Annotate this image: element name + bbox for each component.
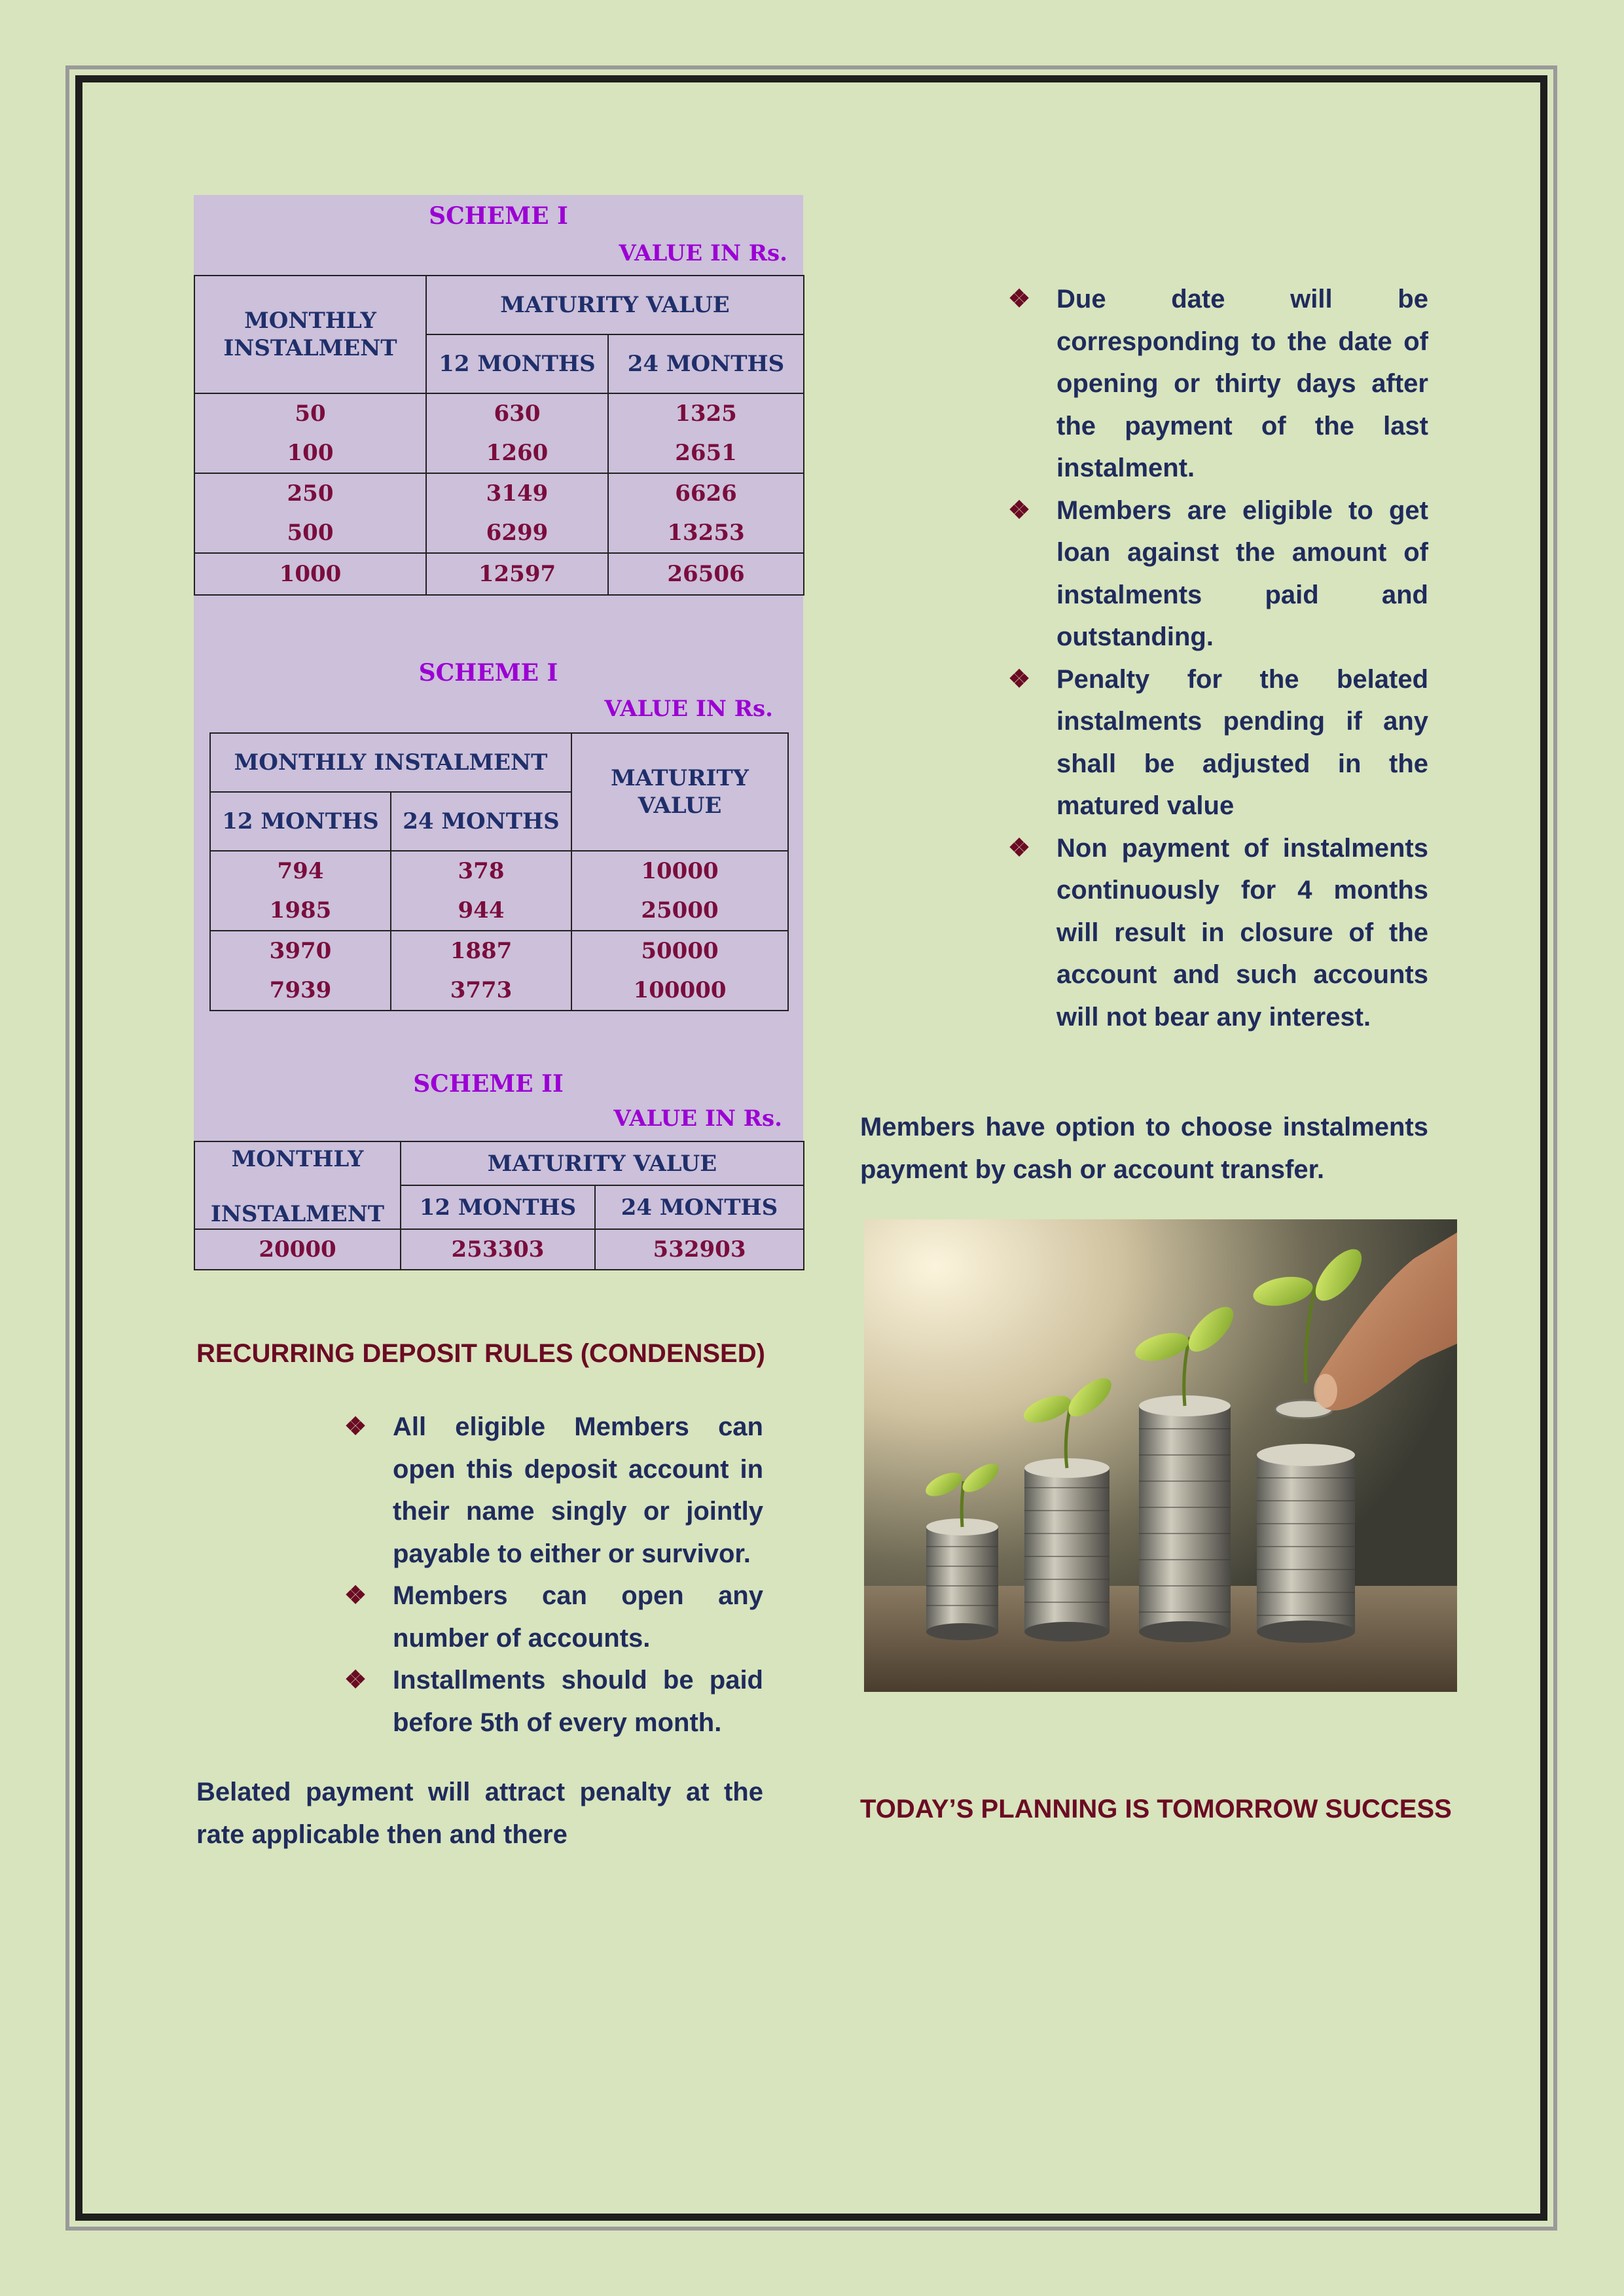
list-item-text: Due date will be corresponding to the date of opening or thirty days after the payment of the last instalment. bbox=[1056, 285, 1428, 482]
list-item bbox=[1008, 827, 1428, 1039]
list-item bbox=[1008, 490, 1428, 658]
table-cell: 944 bbox=[458, 897, 505, 924]
payment-note: Members have option to choose instalments payment by cash or account transfer. bbox=[860, 1113, 1428, 1184]
list-item-text: Non payment of instalments continuously for 4 months will result in closure of the account and such accounts will not bear any interest. bbox=[1056, 833, 1428, 1031]
table-cell: 794 bbox=[277, 858, 324, 884]
table-row bbox=[210, 931, 788, 1011]
table-cell: 50000 bbox=[641, 938, 719, 964]
table-row bbox=[194, 1229, 804, 1270]
list-item-text: Penalty for the belated instalments pending if any shall be adjusted in the matured value bbox=[1056, 664, 1428, 820]
scheme-a-table bbox=[194, 275, 804, 596]
rules-list bbox=[344, 1406, 763, 1744]
table-row bbox=[210, 851, 788, 931]
scheme-c-head-monthly bbox=[194, 1141, 401, 1229]
scheme-a-head-12m: 12 MONTHS bbox=[426, 334, 608, 393]
list-item-text: Installments should be paid before 5th of every month. bbox=[393, 1666, 763, 1737]
table-cell: 100000 bbox=[633, 977, 727, 1003]
list-item bbox=[1008, 658, 1428, 827]
scheme-b-head-monthly: MONTHLY INSTALMENT bbox=[210, 733, 571, 792]
diamond-bullet-icon: ❖ bbox=[1008, 285, 1031, 313]
scheme-c-head-24m: 24 MONTHS bbox=[595, 1185, 804, 1229]
scheme-c-head-maturity: MATURITY VALUE bbox=[401, 1141, 804, 1185]
table-row bbox=[194, 553, 804, 595]
table-cell: 250 bbox=[287, 480, 334, 507]
table-cell: 3970 bbox=[269, 938, 332, 964]
table-cell: 13253 bbox=[667, 520, 745, 546]
table-cell: 26506 bbox=[608, 553, 804, 595]
table-cell: 7939 bbox=[269, 977, 332, 1003]
right-rules-list bbox=[1008, 278, 1428, 1038]
scheme-b-title: SCHEME I bbox=[418, 659, 558, 687]
list-item-text: Members are eligible to get loan against the amount of instalments paid and outstanding. bbox=[1056, 495, 1428, 651]
table-cell: 10000 bbox=[641, 858, 719, 884]
table-cell: 1887 bbox=[450, 938, 513, 964]
diamond-bullet-icon: ❖ bbox=[1008, 834, 1031, 862]
table-cell: 378 bbox=[458, 858, 505, 884]
penalty-note: Belated payment will attract penalty at the rate applicable then and there bbox=[196, 1778, 763, 1849]
diamond-bullet-icon: ❖ bbox=[344, 1582, 367, 1609]
scheme-c-head-12m: 12 MONTHS bbox=[401, 1185, 595, 1229]
table-cell: 1000 bbox=[194, 553, 426, 595]
table-row bbox=[194, 393, 804, 473]
scheme-a-subtitle: VALUE IN Rs. bbox=[619, 240, 787, 266]
table-cell: 3149 bbox=[486, 480, 549, 507]
scheme-c-title: SCHEME II bbox=[413, 1070, 564, 1098]
table-cell: 6299 bbox=[486, 520, 549, 546]
scheme-a-head-24m: 24 MONTHS bbox=[608, 334, 804, 393]
list-item bbox=[344, 1659, 763, 1744]
table-cell: 100 bbox=[287, 440, 334, 466]
table-cell: 3773 bbox=[450, 977, 513, 1003]
scheme-b-head-24m: 24 MONTHS bbox=[391, 792, 571, 851]
diamond-bullet-icon: ❖ bbox=[344, 1666, 367, 1694]
scheme-a-head-monthly: MONTHLY INSTALMENT bbox=[194, 276, 426, 393]
table-row bbox=[194, 473, 804, 553]
scheme-c-head-monthly-1: MONTHLY bbox=[231, 1146, 364, 1172]
table-cell: 20000 bbox=[194, 1229, 401, 1270]
scheme-c-head-monthly-2: INSTALMENT bbox=[210, 1201, 385, 1227]
list-item bbox=[344, 1575, 763, 1659]
rules-heading: RECURRING DEPOSIT RULES (CONDENSED) bbox=[196, 1339, 765, 1368]
list-item bbox=[1008, 278, 1428, 490]
table-cell: 6626 bbox=[675, 480, 737, 507]
table-cell: 500 bbox=[287, 520, 334, 546]
scheme-b-subtitle: VALUE IN Rs. bbox=[604, 696, 773, 722]
scheme-a-title: SCHEME I bbox=[429, 202, 568, 230]
scheme-c-subtitle: VALUE IN Rs. bbox=[613, 1105, 782, 1132]
table-cell: 253303 bbox=[401, 1229, 595, 1270]
table-cell: 2651 bbox=[675, 440, 737, 466]
table-cell: 1260 bbox=[486, 440, 549, 466]
scheme-a-head-maturity: MATURITY VALUE bbox=[426, 276, 804, 334]
schemes-panel bbox=[194, 195, 803, 1270]
slogan: TODAY’S PLANNING IS TOMORROW SUCCESS bbox=[860, 1795, 1452, 1823]
diamond-bullet-icon: ❖ bbox=[344, 1413, 367, 1441]
scheme-b-table bbox=[209, 732, 789, 1011]
list-item-text: Members can open any number of accounts. bbox=[393, 1581, 763, 1653]
table-cell: 532903 bbox=[595, 1229, 804, 1270]
coins-plants-image bbox=[864, 1219, 1457, 1692]
table-cell: 25000 bbox=[641, 897, 719, 924]
table-cell: 50 bbox=[295, 401, 326, 427]
table-cell: 1325 bbox=[675, 401, 737, 427]
diamond-bullet-icon: ❖ bbox=[1008, 496, 1031, 524]
diamond-bullet-icon: ❖ bbox=[1008, 665, 1031, 693]
scheme-b-head-maturity: MATURITY VALUE bbox=[571, 733, 788, 851]
scheme-c-table bbox=[194, 1141, 804, 1270]
list-item-text: All eligible Members can open this deposit account in their name singly or jointly payable to either or survivor. bbox=[393, 1412, 763, 1568]
list-item bbox=[344, 1406, 763, 1575]
table-cell: 1985 bbox=[269, 897, 332, 924]
table-cell: 12597 bbox=[426, 553, 608, 595]
scheme-b-head-12m: 12 MONTHS bbox=[210, 792, 391, 851]
table-cell: 630 bbox=[494, 401, 541, 427]
